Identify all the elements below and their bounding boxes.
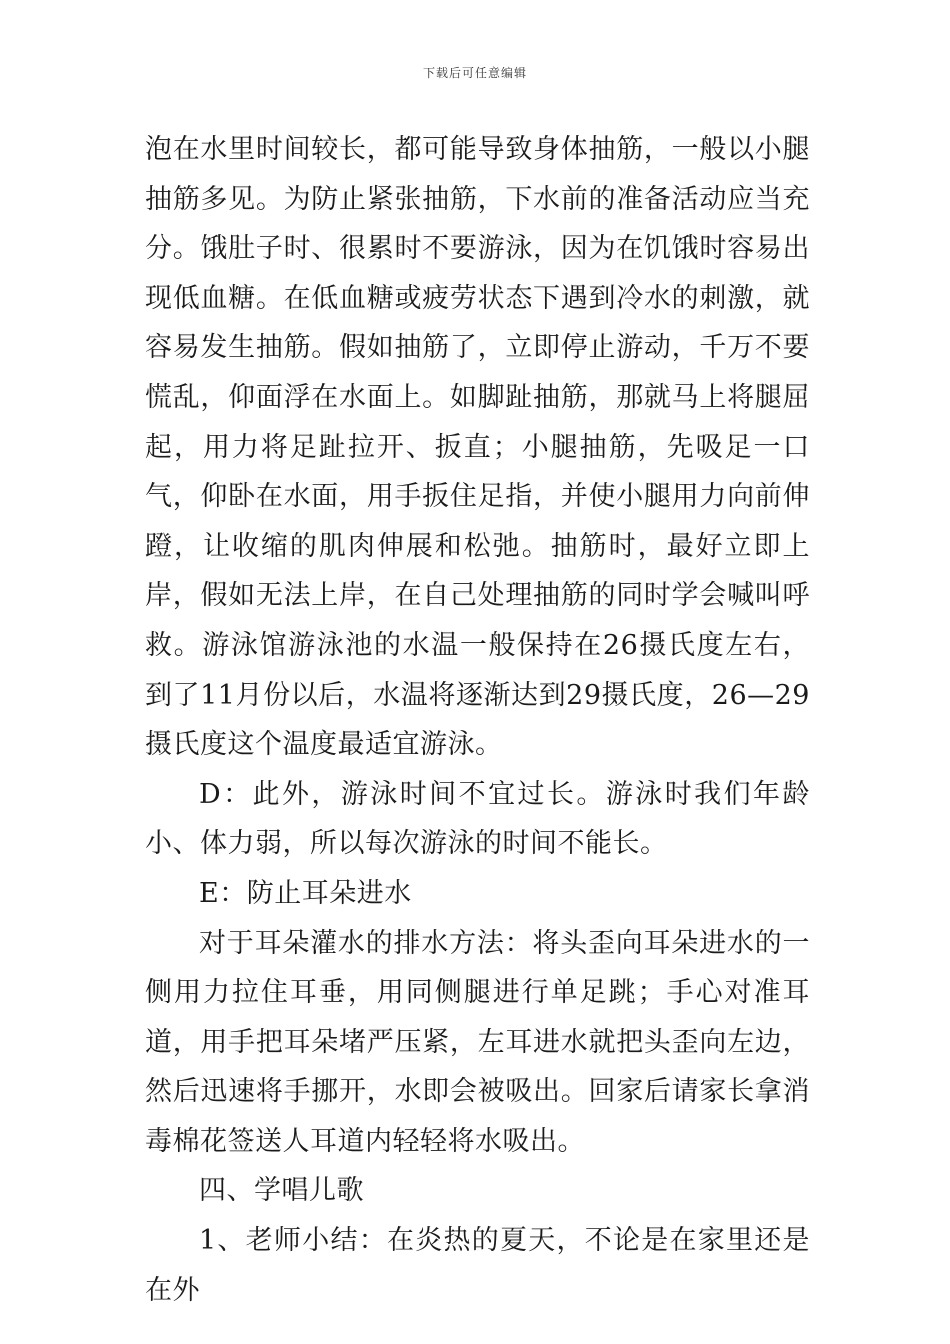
paragraph-heading-ear-water: E：防止耳朵进水 [199, 877, 412, 909]
paragraph-cramp-prevention: 泡在水里时间较长，都可能导致身体抽筋，一般以小腿抽筋多见。为防止紧张抽筋，下水前的准备活动应当充分。饿肚子时、很累时不要游泳，因为在饥饿时容易出现低血糖。在低血糖或疲劳状态下遇到冷水的刺激，就容易发生抽筋。假如抽筋了，立即停止游动，千万不要慌乱，仰面浮在水面上。如脚趾抽筋，那就马上将腿屈起，用力将足趾拉开、扳直；小腿抽筋，先吸足一口气，仰卧在水面，用手扳住足指，并使小腿用力向前伸蹬，让收缩的肌肉伸展和松弛。抽筋时，最好立即上岸，假如无法上岸，在自己处理抽筋的同时学会喊叫呼救。游泳馆游泳池的水温一般保持在26摄氏度左右，到了11月份以后，水温将逐渐达到29摄氏度，26—29摄氏度这个温度最适宜游泳。 [145, 134, 810, 761]
page-header-note: 下载后可任意编辑 [422, 66, 527, 80]
document-body [145, 125, 810, 1315]
paragraph-teacher-summary: 1、老师小结：在炎热的夏天，不论是在家里还是在外 [145, 1225, 810, 1306]
paragraph-swim-duration: D：此外，游泳时间不宜过长。游泳时我们年龄小、体力弱，所以每次游泳的时间不能长。 [145, 778, 810, 860]
paragraph-ear-drain-method: 对于耳朵灌水的排水方法：将头歪向耳朵进水的一侧用力拉住耳垂，用同侧腿进行单足跳；手心对准耳道，用手把耳朵堵严压紧，左耳进水就把头歪向左边，然后迅速将手挪开，水即会被吸出。回家后请家长拿消毒棉花签送人耳道内轻轻将水吸出。 [145, 927, 810, 1157]
paragraph-section-heading-song: 四、学唱儿歌 [199, 1175, 364, 1207]
